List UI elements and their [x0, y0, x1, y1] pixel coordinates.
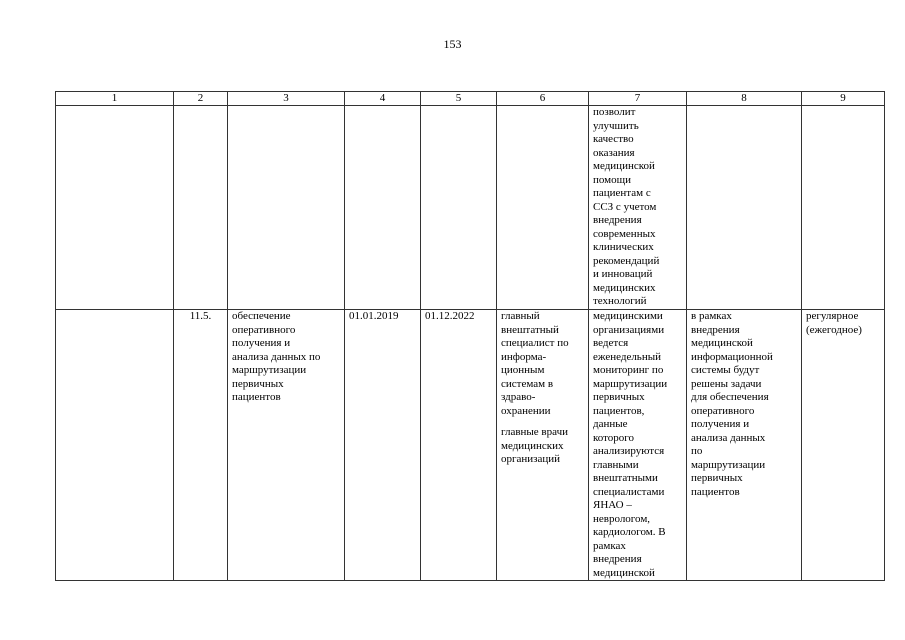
cell-col3: [228, 106, 345, 310]
col-header-5: 5: [421, 92, 497, 106]
col-header-2: 2: [174, 92, 228, 106]
responsible-gap: [501, 418, 584, 426]
col-header-6: 6: [497, 92, 589, 106]
cell-col2: [174, 106, 228, 310]
measure-description: медицинскими организациями ведется еженедельный мониторинг по маршрутизации первичных пациентов, данные которого анализируются главными внештатными специалистами ЯНАО – неврологом, кардиологом. В рамках внедрения медицинской: [589, 310, 687, 581]
col-header-4: 4: [345, 92, 421, 106]
cell-col1: [56, 106, 174, 310]
measures-table: [55, 91, 885, 581]
col-header-9: 9: [802, 92, 885, 106]
col-header-1: 1: [56, 92, 174, 106]
measure-name: обеспечение оперативного получения и анализа данных по маршрутизации первичных пациентов: [228, 310, 345, 581]
table-row-11-5: [56, 310, 885, 581]
col-header-3: 3: [228, 92, 345, 106]
responsible-secondary: главные врачи медицинских организаций: [501, 426, 568, 465]
table-row-continued: [56, 106, 885, 310]
cell-col9: [802, 106, 885, 310]
measure-number: 11.5.: [174, 310, 228, 581]
page-number: 153: [443, 37, 462, 51]
responsible-cell: [497, 310, 589, 581]
periodicity: регулярное (ежегодное): [802, 310, 885, 581]
col-header-8: 8: [687, 92, 802, 106]
end-date: 01.12.2022: [421, 310, 497, 581]
cell-expected-result: позволит улучшить качество оказания медицинской помощи пациентам с ССЗ с учетом внедрения современных клинических рекомендаций и инноваций медицинских технологий: [589, 106, 687, 310]
expected-result: в рамках внедрения медицинской информационной системы будут решены задачи для обеспечения оперативного получения и анализа данных по маршрутизации первичных пациентов: [687, 310, 802, 581]
cell-col6: [497, 106, 589, 310]
start-date: 01.01.2019: [345, 310, 421, 581]
cell-col1: [56, 310, 174, 581]
col-header-7: 7: [589, 92, 687, 106]
column-number-row: [56, 92, 885, 106]
cell-col4: [345, 106, 421, 310]
cell-col5: [421, 106, 497, 310]
cell-col8: [687, 106, 802, 310]
responsible-primary: главный внештатный специалист по информа- ционным системам в здраво- охранении: [501, 310, 569, 417]
